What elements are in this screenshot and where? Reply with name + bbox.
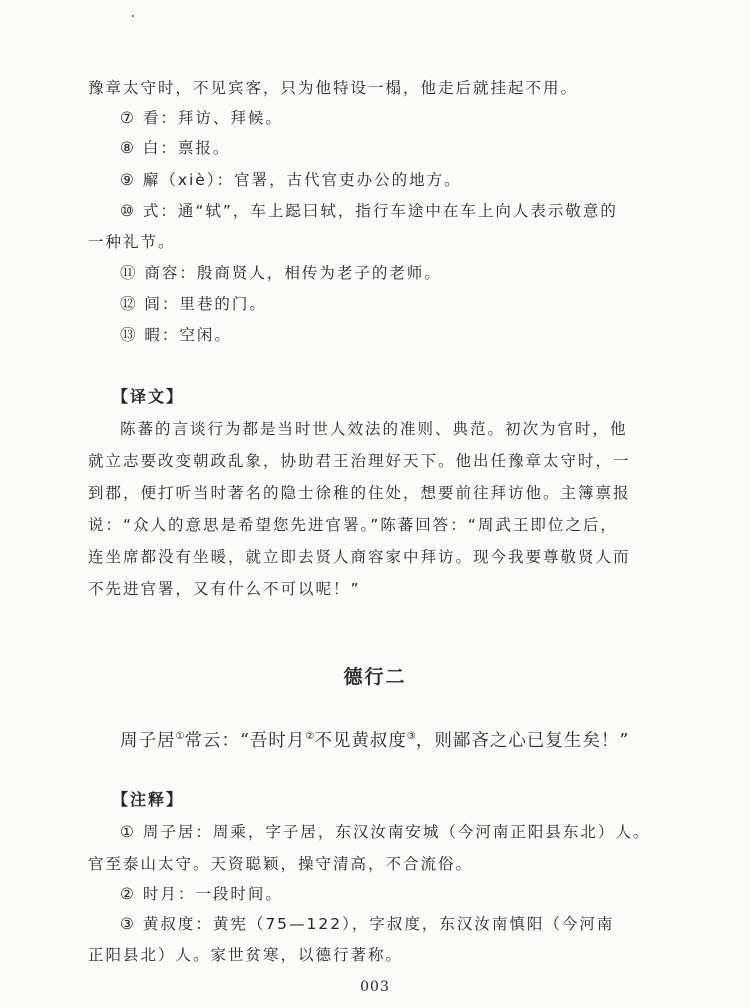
note-10: ⑩ 式：通“轼”，车上跽曰轼，指行车途中在车上向人表示敬意的 — [120, 202, 618, 220]
note-7: ⑦ 看：拜访、拜候。 — [120, 109, 283, 127]
translation-line: 就立志要改变朝政乱象，协助君王治理好天下。他出任豫章太守时，一 — [88, 452, 631, 470]
note-3-continuation: 正阳县北）人。家世贫寒，以德行著称。 — [88, 946, 404, 964]
translation-line: 不先进官署，又有什么不可以呢！” — [88, 580, 361, 598]
quote-text: 周子居 — [120, 731, 176, 751]
translation-line: 陈蕃的言谈行为都是当时世人效法的准则、典范。初次为官时，他 — [120, 420, 628, 438]
quote-text: ，则鄙吝之心已复生矣！” — [415, 731, 630, 751]
notes-heading: 【注释】 — [112, 790, 185, 809]
translation-heading: 【译文】 — [112, 387, 185, 406]
translation-line: 连坐席都没有坐暖，就立即去贤人商容家中拜访。现今我要尊敬贤人而 — [88, 548, 631, 566]
note-9: ⑨ 廨（xiè）：官署，古代官吏办公的地方。 — [120, 171, 462, 189]
note-11: ⑪ 商容：殷商贤人，相传为老子的老师。 — [120, 264, 442, 282]
note-13: ⑬ 暇：空闲。 — [120, 326, 232, 344]
section-title: 德行二 — [343, 666, 407, 688]
note-1: ① 周子居：周乘，字子居，东汉汝南安城（今河南正阳县东北）人。 — [120, 823, 651, 841]
footnote-marker: ③ — [406, 731, 416, 743]
note-10-continuation: 一种礼节。 — [88, 233, 176, 251]
translation-line: 说：“众人的意思是希望您先进官署。”陈蕃回答：“周武王即位之后， — [88, 516, 618, 534]
translation-line: 到郡，便打听当时著名的隐士徐稚的住处，想要前往拜访他。主簿禀报 — [88, 484, 631, 502]
quote-text: 常云：“吾时月 — [184, 731, 306, 751]
note-8: ⑧ 白：禀报。 — [120, 139, 231, 157]
footnote-marker: ① — [175, 731, 185, 743]
note-2: ② 时月：一段时间。 — [120, 885, 283, 903]
scan-speck — [132, 15, 134, 17]
note-1-continuation: 官至泰山太守。天资聪颖，操守清高，不合流俗。 — [88, 855, 474, 873]
quote-text: 不见黄叔度 — [314, 731, 407, 751]
original-quote — [120, 727, 629, 752]
footnote-marker: ② — [305, 731, 315, 743]
note-12: ⑫ 闾：里巷的门。 — [120, 295, 267, 313]
note-continuation: 豫章太守时，不见宾客，只为他特设一榻，他走后就挂起不用。 — [88, 79, 579, 97]
page-number: 003 — [360, 979, 390, 995]
note-3: ③ 黄叔度：黄宪（75—122），字叔度，东汉汝南慎阳（今河南 — [120, 915, 615, 933]
